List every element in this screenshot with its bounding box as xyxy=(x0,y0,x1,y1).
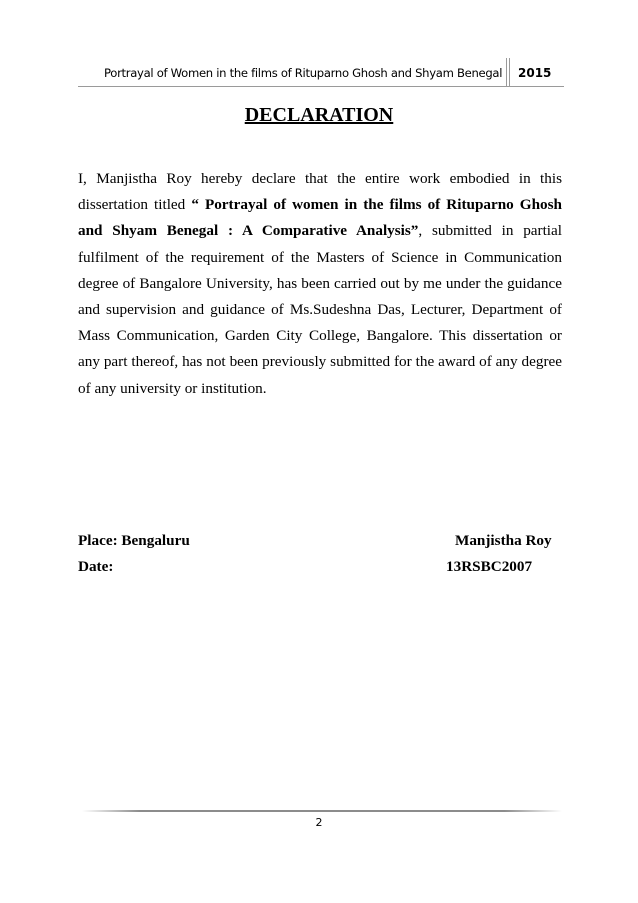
date-label: Date: xyxy=(78,558,114,575)
place-label: Place: Bengaluru xyxy=(78,532,190,549)
header-rule xyxy=(78,86,564,87)
registration-number: 13RSBC2007 xyxy=(446,558,533,575)
author-name: Manjistha Roy xyxy=(455,532,552,549)
declaration-paragraph xyxy=(78,166,562,402)
running-header xyxy=(78,58,564,86)
declaration-rest: , submitted in partial fulfilment of the requirement of the Masters of Science in Communication degree of Bangalore University, has been carried out by me under the guidance and supervision and guidance of Ms.Sudeshna Das, Lecturer, Department of Mass Communication, Garden City College, Bangalore. This dissertation or any part thereof, has not been previously submitted for the award of any degree of any university or institution. xyxy=(78,222,562,397)
header-title: Portrayal of Women in the films of Rituparno Ghosh and Shyam Benegal xyxy=(104,66,503,80)
header-divider xyxy=(506,58,510,86)
dissertation-title: “ Portrayal of women in the films of Rituparno Ghosh and Shyam Benegal : A Comparative Analysis” xyxy=(78,196,563,240)
declaration-intro: I, Manjistha Roy hereby declare that the entire work embodied in this dissertation titled xyxy=(78,170,562,214)
footer-rule xyxy=(82,810,562,812)
page-number: 2 xyxy=(315,816,323,829)
page-heading: DECLARATION xyxy=(244,104,394,126)
header-year: 2015 xyxy=(518,66,552,80)
